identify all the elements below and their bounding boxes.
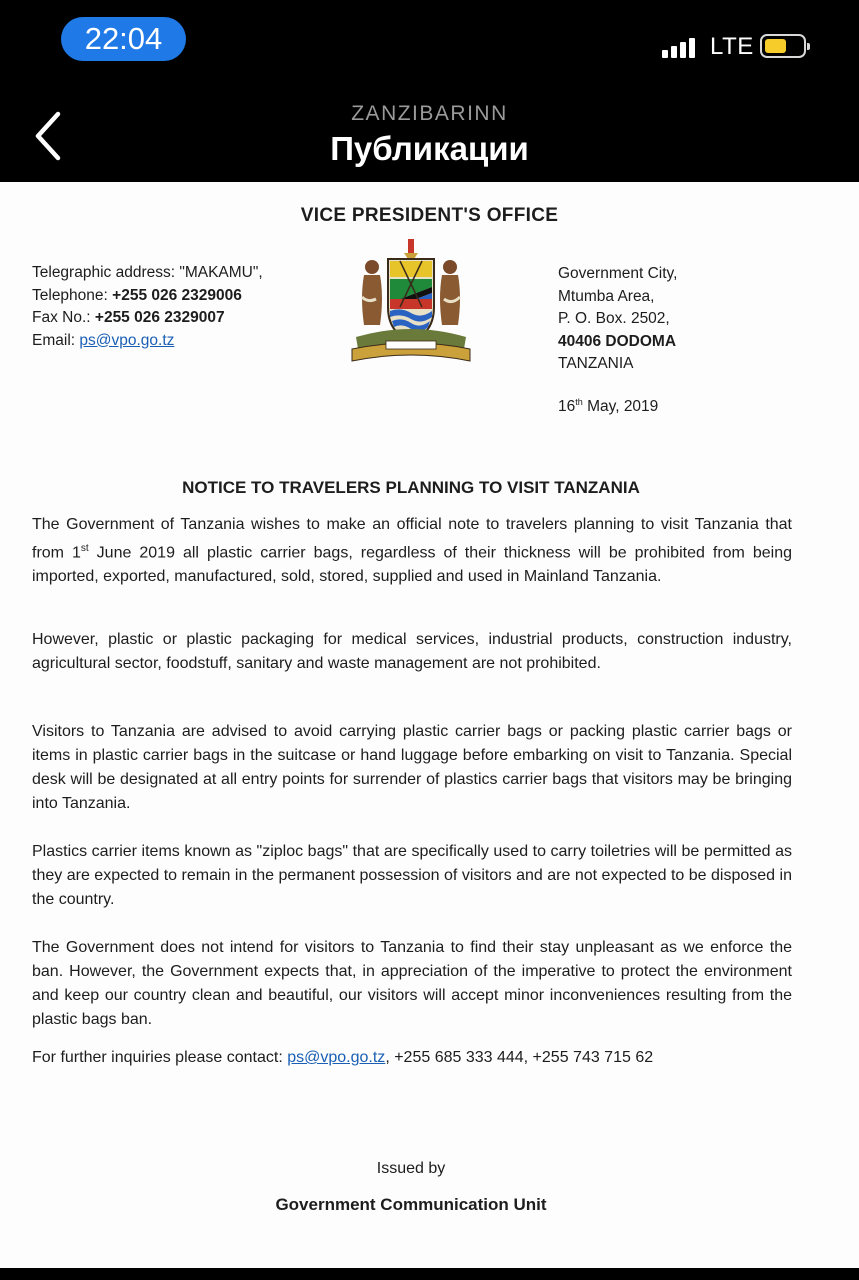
contact-block <box>32 262 263 352</box>
office-heading: VICE PRESIDENT'S OFFICE <box>300 205 559 226</box>
inquiries-email-link[interactable]: ps@vpo.go.tz <box>287 1049 386 1066</box>
document-image[interactable] <box>0 182 859 1268</box>
paragraph-1: The Government of Tanzania wishes to make an official note to travelers planning to visit Tanzania that from 1st June 2019 all plastic carrier bags, regardless of their thickness will be prohibited from being imported, exported, manufactured, sold, stored, supplied and used in Mainland Tanzania. <box>32 516 793 586</box>
email-link[interactable]: ps@vpo.go.tz <box>79 331 175 349</box>
issuing-unit: Government Communication Unit <box>275 1195 547 1214</box>
coat-of-arms-icon <box>346 237 476 372</box>
nav-title: Публикации <box>330 130 529 167</box>
document-date: 16th May, 2019 <box>558 397 659 416</box>
fax-line: Fax No.: +255 026 2329007 <box>32 309 225 326</box>
paragraph-4: Plastics carrier items known as "ziploc bags" that are specifically used to carry toiletries will be permitted as they are expected to remain in the permanent possession of visitors and are not expected to be disposed in the country. <box>32 843 792 908</box>
status-bar <box>0 0 859 90</box>
address-block: Government City, Mtumba Area, P. O. Box. 2502, 40406 DODOMA TANZANIA <box>558 265 678 372</box>
nav-subtitle: ZANZIBARINN <box>351 102 508 125</box>
battery-icon <box>760 34 806 58</box>
status-time[interactable]: 22:04 <box>61 17 186 61</box>
network-type: LTE <box>710 33 754 60</box>
email-line: Email: ps@vpo.go.tz <box>32 331 175 349</box>
issued-by: Issued by <box>376 1160 446 1177</box>
nav-bar <box>0 90 859 182</box>
signal-icon <box>662 36 702 58</box>
telegraphic-line: Telegraphic address: "MAKAMU", <box>32 264 263 281</box>
paragraph-2: However, plastic or plastic packaging for medical services, industrial products, construction industry, agricultural sector, foodstuff, sanitary and waste management are not prohibited. <box>32 631 792 672</box>
bottom-strip <box>0 1268 859 1280</box>
inquiries-line: For further inquiries please contact: ps@vpo.go.tz, +255 685 333 444, +255 743 715 62 <box>32 1049 654 1066</box>
notice-title: NOTICE TO TRAVELERS PLANNING TO VISIT TANZANIA <box>182 478 640 497</box>
paragraph-5: The Government does not intend for visitors to Tanzania to find their stay unpleasant as we enforce the ban. However, the Government expects that, in appreciation of the imperative to protect the environment and keep our country clean and beautiful, our visitors will accept minor inconveniences resulting from the plastic bags ban. <box>32 939 792 1028</box>
telephone-line: Telephone: +255 026 2329006 <box>32 286 242 304</box>
paragraph-3: Visitors to Tanzania are advised to avoid carrying plastic carrier bags or packing plastic carrier bags or items in plastic carrier bags in the suitcase or hand luggage before embarking on visit to Tanzania. Special desk will be designated at all entry points for surrender of plastics carrier bags that visitors may be bringing into Tanzania. <box>32 723 792 812</box>
